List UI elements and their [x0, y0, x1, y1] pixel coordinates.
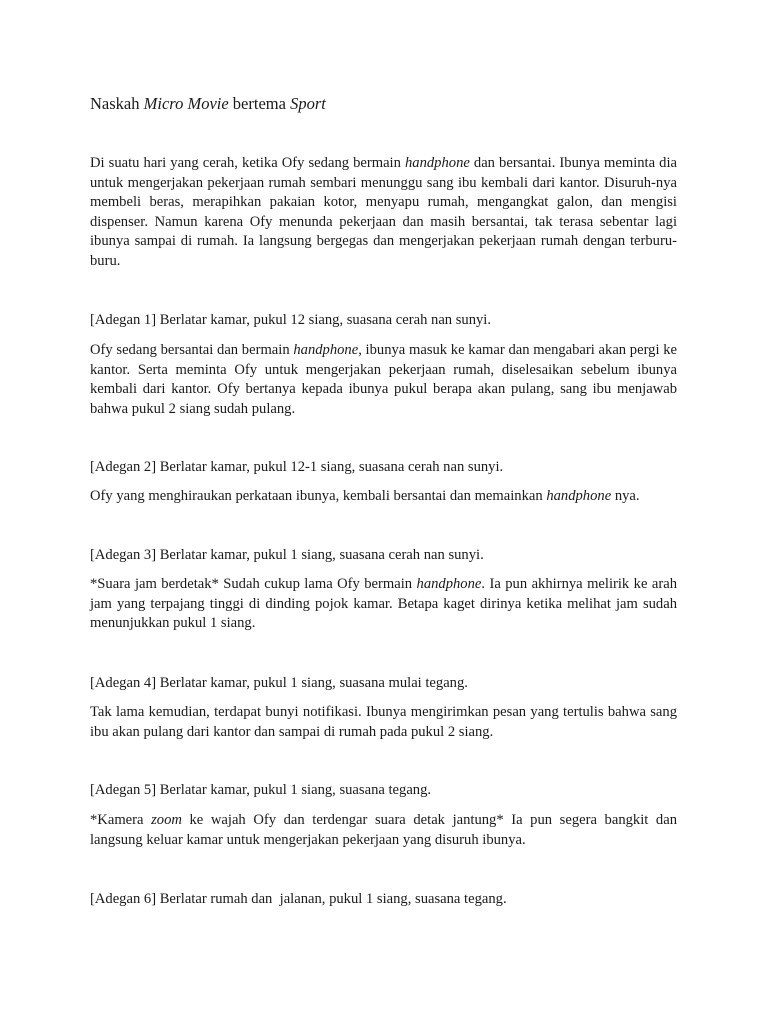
scene-2-italic: handphone	[546, 488, 612, 504]
scene-4-heading: [Adegan 4] Berlatar kamar, pukul 1 siang, suasana mulai tegang.	[90, 675, 468, 691]
title-text: bertema	[228, 94, 291, 113]
document-title	[90, 92, 326, 116]
intro-italic: handphone	[404, 155, 470, 171]
intro-paragraph	[90, 154, 677, 272]
scene-1-text: , ibunya masuk ke kamar dan mengabari akan pergi ke kantor. Serta meminta Ofy untuk mengerjakan pekerjaan rumah, diselesaikan sebelum ibunya kembali dari kantor. Ofy bertanya kepada ibunya pukul berapa akan pulang, sang ibu menjawab bahwa pukul 2 siang sudah pulang.	[90, 342, 678, 417]
scene-3-text: . Ia pun akhirnya melirik ke arah jam yang terpajang tinggi di dinding pojok kamar. Betapa kaget dirinya ketika melihat jam sudah menunjukkan pukul 1 siang.	[90, 576, 678, 632]
scene-2-heading: [Adegan 2] Berlatar kamar, pukul 12-1 siang, suasana cerah nan sunyi.	[90, 459, 504, 475]
scene-4-paragraph: Tak lama kemudian, terdapat bunyi notifikasi. Ibunya mengirimkan pesan yang tertulis bahwa sang ibu akan pulang dari kantor dan sampai di rumah pada pukul 2 siang.	[90, 704, 677, 740]
scene-2-text: nya.	[611, 488, 640, 504]
scene-5-text: *Kamera	[90, 812, 152, 828]
intro-text: dan bersantai. Ibunya meminta dia untuk mengerjakan pekerjaan rumah sembari menunggu sang ibu kembali dari kantor. Disuruh-nya membeli beras, merapihkan pakaian kotor, menyapu rumah, mengangkat galon, dan mengisi dispenser. Namun karena Ofy menunda pekerjaan dan masih bersantai, tak terasa sebentar lagi ibunya sampai di rumah. Ia langsung bergegas dan mengerjakan pekerjaan rumah dengan terburu-buru.	[90, 155, 677, 269]
scene-3-italic: handphone	[416, 576, 482, 592]
intro-text: Di suatu hari yang cerah, ketika Ofy sedang bermain	[90, 155, 405, 171]
scene-6-heading: [Adegan 6] Berlatar rumah dan jalanan, pukul 1 siang, suasana tegang.	[90, 891, 507, 907]
scene-1-heading: [Adegan 1] Berlatar kamar, pukul 12 siang, suasana cerah nan sunyi.	[90, 312, 492, 328]
scene-2-text: Ofy yang menghiraukan perkataan ibunya, kembali bersantai dan memainkan	[90, 488, 547, 504]
scene-5-paragraph	[90, 811, 677, 850]
scene-2-paragraph	[90, 487, 677, 507]
scene-3-heading: [Adegan 3] Berlatar kamar, pukul 1 siang, suasana cerah nan sunyi.	[90, 547, 484, 563]
scene-1-italic: handphone	[293, 342, 359, 358]
title-italic-sport: Sport	[290, 94, 326, 113]
scene-3-text: *Suara jam berdetak* Sudah cukup lama Ofy bermain	[90, 576, 417, 592]
scene-1-paragraph	[90, 341, 677, 419]
title-italic-micro-movie: Micro Movie	[143, 94, 229, 113]
scene-1-text: Ofy sedang bersantai dan bermain	[90, 342, 294, 358]
scene-3-paragraph	[90, 575, 677, 634]
scene-5-italic: zoom	[151, 812, 182, 828]
title-text: Naskah	[90, 94, 144, 113]
scene-5-heading: [Adegan 5] Berlatar kamar, pukul 1 siang, suasana tegang.	[90, 782, 432, 798]
scene-5-text: ke wajah Ofy dan terdengar suara detak jantung* Ia pun segera bangkit dan langsung keluar kamar untuk mengerjakan pekerjaan yang disuruh ibunya.	[90, 812, 677, 848]
